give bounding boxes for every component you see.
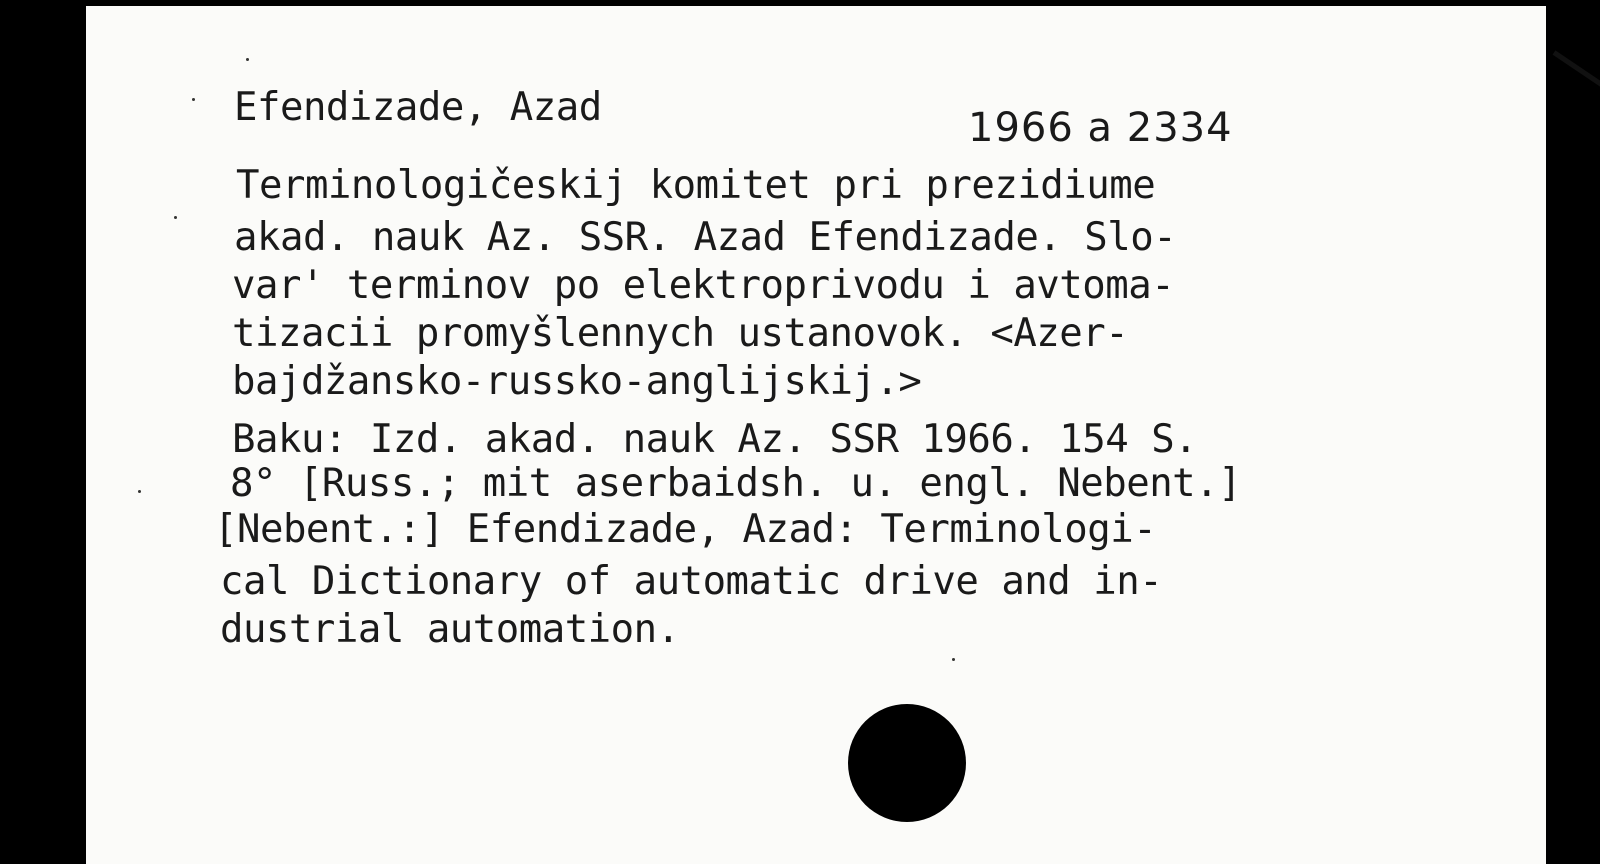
speck — [246, 58, 249, 61]
body-line-6: Baku: Izd. akad. nauk Az. SSR 1966. 154 S. — [232, 417, 1198, 462]
call-number: 1966 a 2334 — [968, 105, 1233, 151]
body-line-4: tizacii promyšlennych ustanovok. <Azer- — [232, 311, 1129, 356]
speck — [952, 658, 955, 661]
author-heading: Efendizade, Azad — [234, 85, 602, 130]
punch-hole — [848, 704, 966, 822]
body-line-2: akad. nauk Az. SSR. Azad Efendizade. Slo- — [234, 215, 1177, 260]
corner-mark — [1553, 50, 1600, 109]
body-line-8: [Nebent.:] Efendizade, Azad: Terminologi- — [214, 507, 1157, 552]
body-line-7: 8° [Russ.; mit aserbaidsh. u. engl. Nebent.] — [230, 461, 1242, 506]
speck — [174, 216, 177, 219]
catalog-card — [86, 6, 1546, 864]
body-line-5: bajdžansko-russko-anglijskij.> — [232, 359, 922, 404]
body-line-9: cal Dictionary of automatic drive and in- — [220, 559, 1163, 604]
body-line-10: dustrial automation. — [220, 607, 680, 652]
speck — [138, 490, 141, 493]
body-line-1: Terminologičeskij komitet pri prezidiume — [236, 163, 1156, 208]
body-line-3: var' terminov po elektroprivodu i avtoma- — [232, 263, 1175, 308]
speck — [192, 98, 195, 101]
